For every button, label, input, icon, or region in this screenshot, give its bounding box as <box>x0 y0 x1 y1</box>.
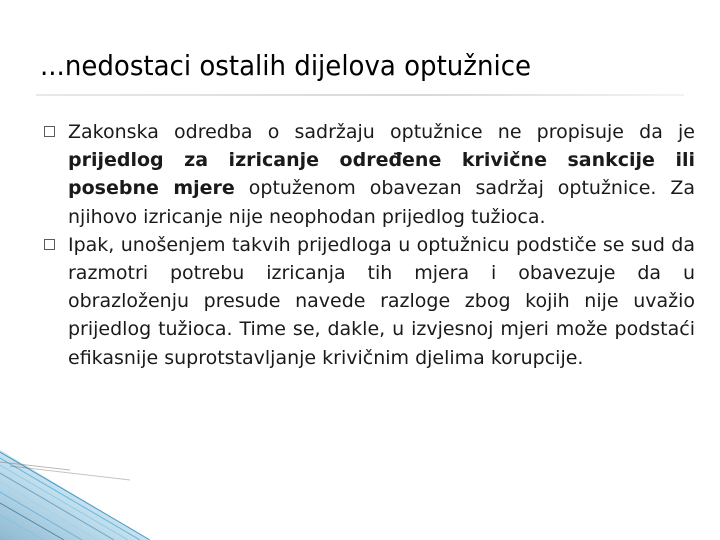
title-divider <box>36 94 684 96</box>
bullet-item-2 <box>44 231 695 372</box>
bullet-1-text-before: Zakonska odredba o sadržaju optužnice ne propisuje da je <box>68 121 695 143</box>
bullet-2-text: Ipak, unošenjem takvih prijedloga u optužnicu podstiče se sud da razmotri potrebu izricanja tih mjera i obavezuje da u obrazloženju presude navede razloge zbog kojih nije uvažio prijedlog tužioca. Time se, dakle, u izvjesnoj mjeri može podstaći efikasnije suprotstavljanje krivičnim djelima korupcije. <box>68 233 695 369</box>
corner-lines <box>0 452 150 540</box>
page-title: ...nedostaci ostalih dijelova optužnice <box>40 49 532 82</box>
square-bullet-icon <box>44 239 55 250</box>
bullet-1-bold-text: prijedlog za izricanje određene krivične sankcije ili posebne mjere <box>68 149 695 200</box>
corner-blue-wedge <box>0 450 150 540</box>
square-bullet-icon <box>44 126 55 137</box>
bullet-item-1 <box>44 118 695 231</box>
bullet-1-text-after: optuženom obavezan sadržaj optužnice. Za njihovo izricanje nije neophodan prijedlog tužioca. <box>68 177 696 228</box>
bullet-list <box>44 118 695 372</box>
